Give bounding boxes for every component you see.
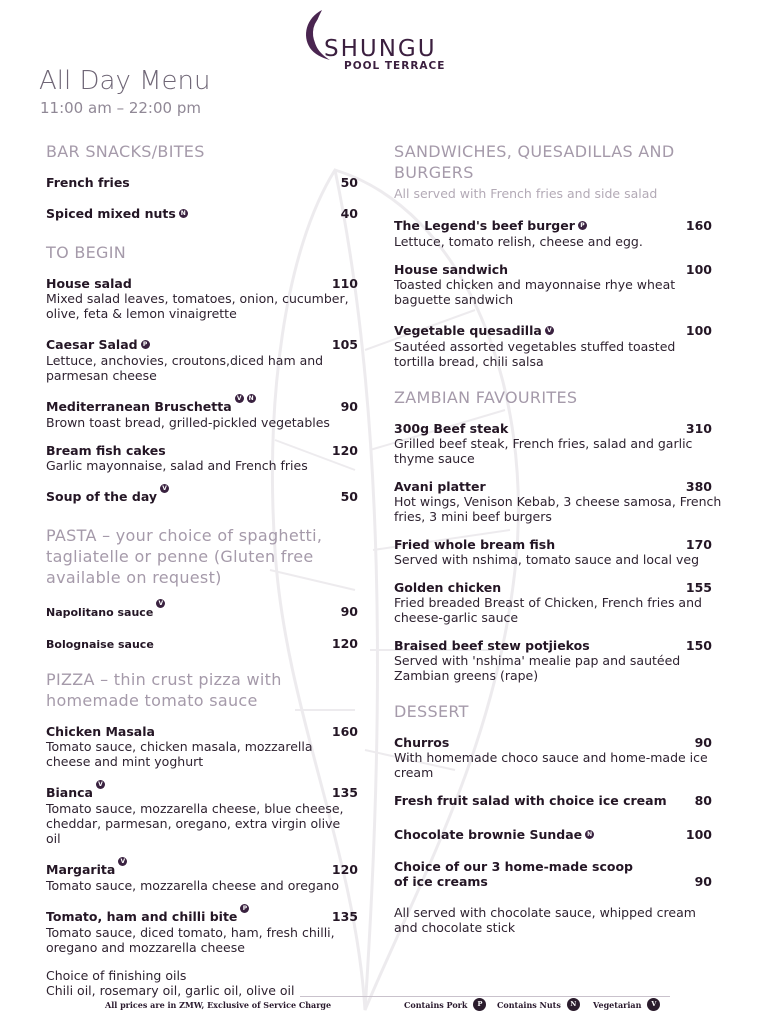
legend-label: Contains Nuts <box>497 999 561 1010</box>
finishing-oils-list: Chili oil, rosemary oil, garlic oil, olive oil <box>46 983 295 998</box>
vegetarian-badge-icon: V <box>160 484 169 493</box>
item-price: 135 <box>331 785 358 800</box>
item-name: House salad <box>46 276 132 291</box>
item-price: 90 <box>340 604 358 619</box>
item-description: Garlic mayonnaise, salad and French fries <box>46 458 308 473</box>
item-name: Spiced mixed nuts <box>46 206 176 221</box>
menu-item <box>46 906 358 955</box>
vegetarian-badge-icon: V <box>235 394 244 403</box>
item-price: 135 <box>331 909 358 924</box>
item-price: 310 <box>685 421 712 436</box>
right-column <box>394 141 730 935</box>
menu-hours: 11:00 am – 22:00 pm <box>40 99 201 117</box>
item-price: 170 <box>685 537 712 552</box>
item-name: Avani platter <box>394 479 486 494</box>
vegetarian-legend-icon: V <box>647 998 660 1011</box>
item-description: Hot wings, Venison Kebab, 3 cheese samosa, French fries, 3 mini beef burgers <box>394 494 722 524</box>
menu-item <box>394 638 712 683</box>
item-name: Mediterranean Bruschetta <box>46 399 232 414</box>
menu-item <box>394 215 712 249</box>
item-name: 300g Beef steak <box>394 421 509 436</box>
menu-item <box>46 782 358 846</box>
menu-item <box>46 334 358 383</box>
item-price: 150 <box>685 638 712 653</box>
item-name: Bream fish cakes <box>46 443 166 458</box>
menu-item <box>46 203 358 222</box>
menu-item <box>46 636 358 651</box>
section-title: PASTA – your choice of spaghetti, tagliatelle or penne (Gluten free available on request) <box>46 526 323 587</box>
item-name: Caesar Salad <box>46 337 138 352</box>
item-name: Vegetable quesadilla <box>394 323 542 338</box>
item-name: Bianca <box>46 785 93 800</box>
legend-pork <box>404 998 486 1011</box>
section-title: ZAMBIAN FAVOURITES <box>394 388 578 407</box>
section-title: PIZZA – thin crust pizza with homemade tomato sauce <box>46 670 282 710</box>
item-description: Fried breaded Breast of Chicken, French fries and cheese-garlic sauce <box>394 595 702 625</box>
menu-item <box>46 601 358 620</box>
pork-legend-icon: P <box>473 998 486 1011</box>
legend-label: Vegetarian <box>593 999 642 1010</box>
item-price: 155 <box>685 580 712 595</box>
item-name: Margarita <box>46 862 116 877</box>
item-price: 120 <box>331 636 358 651</box>
legend-label: Contains Pork <box>404 999 468 1010</box>
menu-item <box>46 396 358 430</box>
item-price: 50 <box>340 489 358 504</box>
item-name: House sandwich <box>394 262 509 277</box>
menu-item <box>394 479 722 524</box>
item-description: Brown toast bread, grilled-pickled vegetables <box>46 415 330 430</box>
nuts-legend-icon: N <box>567 998 580 1011</box>
item-description: Tomato sauce, diced tomato, ham, fresh chilli, oregano and mozzarella cheese <box>46 925 335 955</box>
nuts-badge-icon: N <box>180 210 186 217</box>
item-price: 90 <box>694 735 712 750</box>
section-subtitle: All served with French fries and side salad <box>394 186 658 201</box>
vegetarian-badge-icon: V <box>96 780 105 789</box>
item-price: 90 <box>340 399 358 414</box>
section-title: TO BEGIN <box>46 243 127 262</box>
dessert-note: All served with chocolate sauce, whipped cream and chocolate stick <box>394 905 696 935</box>
legend-vegetarian <box>593 998 660 1011</box>
shungu-logo <box>300 8 470 74</box>
item-description: Sautéed assorted vegetables stuffed toasted tortilla bread, chili salsa <box>394 339 676 369</box>
item-price: 120 <box>331 443 358 458</box>
item-description: Tomato sauce, mozzarella cheese and oregano <box>46 878 340 893</box>
item-name: Bolognaise sauce <box>46 638 154 651</box>
item-price: 380 <box>685 479 712 494</box>
item-price: 160 <box>685 218 712 233</box>
legend-nuts <box>497 998 580 1011</box>
section-title: BAR SNACKS/BITES <box>46 142 205 161</box>
menu-item <box>394 859 712 889</box>
item-description: Lettuce, tomato relish, cheese and egg. <box>394 234 643 249</box>
menu-item <box>394 537 712 567</box>
item-description: Tomato sauce, chicken masala, mozzarella cheese and mint yoghurt <box>46 739 313 769</box>
item-price: 120 <box>331 862 358 877</box>
vegetarian-badge-icon: V <box>118 857 127 866</box>
item-description: Mixed salad leaves, tomatoes, onion, cucumber, olive, feta & lemon vinaigrette <box>46 291 349 321</box>
item-name: Churros <box>394 735 450 750</box>
vegetarian-badge-icon: V <box>545 326 554 335</box>
item-description: Served with 'nshima' mealie pap and sautéed Zambian greens (rape) <box>394 653 681 683</box>
item-name: Soup of the day <box>46 489 158 504</box>
item-name: Chocolate brownie Sundae <box>394 827 583 842</box>
brand-subtitle: POOL TERRACE <box>344 60 446 72</box>
menu-item <box>46 859 358 893</box>
item-name: Chicken Masala <box>46 724 155 739</box>
finishing-oils-title: Choice of finishing oils <box>46 968 187 983</box>
item-description: Served with nshima, tomato sauce and local veg <box>394 552 700 567</box>
item-price: 100 <box>685 827 712 842</box>
menu-item <box>394 824 712 843</box>
item-description: Toasted chicken and mayonnaise rhye wheat baguette sandwich <box>394 277 676 307</box>
item-price: 40 <box>340 206 358 221</box>
item-price: 110 <box>331 276 358 291</box>
prices-note: All prices are in ZMW, Exclusive of Service Charge <box>105 1000 332 1010</box>
nuts-badge-icon: N <box>248 395 254 402</box>
item-price: 50 <box>340 175 358 190</box>
item-description: Tomato sauce, mozzarella cheese, blue cheese, cheddar, parmesan, oregano, extra virgin olive oil <box>46 801 344 846</box>
item-description: With homemade choco sauce and home-made ice cream <box>394 750 708 780</box>
pork-badge-icon: P <box>240 904 249 913</box>
item-price: 80 <box>694 793 712 808</box>
item-price: 100 <box>685 323 712 338</box>
footer-divider <box>300 996 670 997</box>
menu-item <box>46 175 358 190</box>
item-name: French fries <box>46 175 130 190</box>
item-name: Napolitano sauce <box>46 606 154 619</box>
item-name: Golden chicken <box>394 580 502 595</box>
item-price: 90 <box>694 874 712 889</box>
menu-item <box>394 580 712 625</box>
menu-item <box>46 724 358 769</box>
menu-item <box>46 443 358 473</box>
menu-item <box>394 421 712 466</box>
menu-item <box>394 793 712 808</box>
item-name: Braised beef stew potjiekos <box>394 638 590 653</box>
item-price: 105 <box>331 337 358 352</box>
pork-badge-icon: P <box>141 340 150 349</box>
menu-title: All Day Menu <box>39 66 211 96</box>
vegetarian-badge-icon: V <box>156 599 165 608</box>
item-description: Lettuce, anchovies, croutons,diced ham and parmesan cheese <box>46 353 324 383</box>
section-title: SANDWICHES, QUESADILLAS AND BURGERS <box>394 142 675 182</box>
menu-item <box>394 735 712 780</box>
item-name: Fried whole bream fish <box>394 537 556 552</box>
menu-item <box>394 262 712 307</box>
menu-item <box>46 276 358 321</box>
item-name: Tomato, ham and chilli bite <box>46 909 238 924</box>
left-column <box>46 141 358 998</box>
item-price: 100 <box>685 262 712 277</box>
item-price: 160 <box>331 724 358 739</box>
item-description: Grilled beef steak, French fries, salad and garlic thyme sauce <box>394 436 693 466</box>
item-name: The Legend's beef burger <box>394 218 575 233</box>
menu-item <box>394 320 712 369</box>
pork-badge-icon: P <box>578 221 587 230</box>
brand-name: SHUNGU <box>324 36 437 62</box>
nuts-badge-icon: N <box>587 831 593 838</box>
menu-item <box>46 486 358 505</box>
item-name: Fresh fruit salad with choice ice cream <box>394 793 667 808</box>
item-name: Choice of our 3 home-made scoop of ice creams <box>394 859 634 889</box>
section-title: DESSERT <box>394 702 469 721</box>
